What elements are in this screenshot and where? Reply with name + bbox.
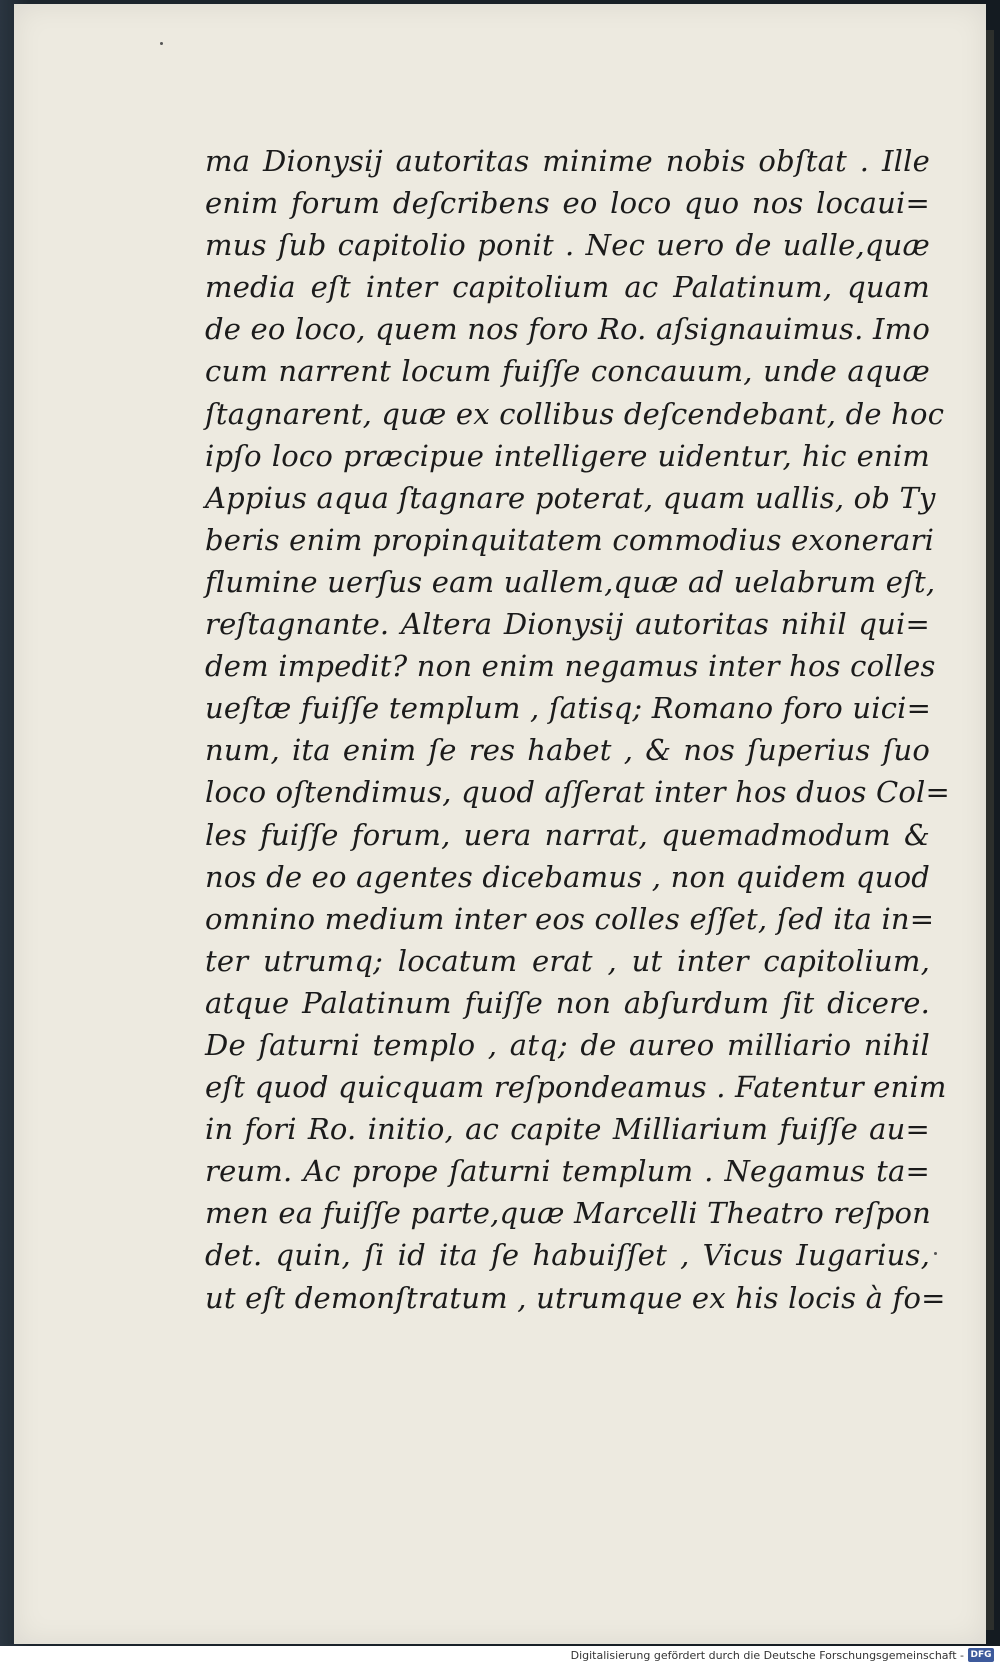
text-line: loco oſtendimus, quod aſſerat inter hos duos Col= [205, 775, 951, 810]
text-line: atque Palatinum fuiſſe non abſurdum ſit dicere. [205, 985, 930, 1020]
text-line: dem impedit? non enim negamus inter hos colles [205, 649, 936, 684]
text-line: ipſo loco præcipue intelligere uidentur, hic enim [205, 438, 930, 473]
page-speck [160, 42, 163, 45]
text-line: media eſt inter capitolium ac Palatinum, quam [205, 270, 930, 305]
text-line: in fori Ro. initio, ac capite Milliarium fuiſſe au= [205, 1112, 930, 1147]
text-line: de eo loco, quem nos foro Ro. aſsignauimus. Imo [205, 312, 930, 347]
text-line: ma Dionysij autoritas minime nobis obſtat . Ille [205, 144, 930, 178]
text-line: reſtagnante. Altera Dionysij autoritas nihil qui= [205, 607, 930, 642]
text-line: enim forum deſcribens eo loco quo nos locaui= [205, 186, 930, 221]
text-line: reum. Ac prope ſaturni templum . Negamus ta= [205, 1154, 930, 1189]
page-speck [934, 1252, 937, 1255]
text-line: flumine uerſus eam uallem,quæ ad uelabrum eſt, [205, 564, 936, 599]
text-line: De ſaturni templo , atq; de aureo milliario nihil [205, 1027, 930, 1062]
text-line: men ea fuiſſe parte,quæ Marcelli Theatro reſpon [205, 1196, 932, 1231]
text-line: eſt quod quicquam reſpondeamus . Fatentur enim [205, 1070, 947, 1105]
text-line: det. quin, ſi id ita ſe habuiſſet , Vicus Iugarius, [205, 1238, 930, 1273]
text-line: mus ſub capitolio ponit . Nec uero de ualle,quæ [205, 228, 930, 263]
body-text [205, 140, 951, 1319]
text-line: les fuiſſe forum, uera narrat, quemadmodum & [205, 817, 930, 852]
page-edge [986, 30, 994, 1630]
footer-credit: Digitalisierung gefördert durch die Deutsche Forschungsgemeinschaft - [570, 1649, 964, 1662]
text-line: num, ita enim ſe res habet , & nos ſuperius ſuo [205, 733, 930, 768]
text-line: omnino medium inter eos colles eſſet, ſed ita in= [205, 901, 935, 936]
text-line: beris enim propinquitatem commodius exonerari [205, 522, 935, 557]
text-line: ut eſt demonſtratum , utrumque ex his locis à fo= [205, 1280, 946, 1315]
text-line: Appius aqua ſtagnare poterat, quam uallis, ob Ty [205, 480, 936, 515]
text-line: ueſtæ fuiſſe templum , ſatisq; Romano foro uici= [205, 691, 932, 726]
text-line: nos de eo agentes dicebamus , non quidem quod [205, 859, 930, 894]
text-line: cum narrent locum fuiſſe concauum, unde aquæ [205, 354, 930, 389]
dfg-logo-icon: DFG [968, 1648, 994, 1662]
text-line: ſtagnarent, quæ ex collibus deſcendebant, de hoc [205, 396, 945, 431]
text-line: ter utrumq; locatum erat , ut inter capitolium, [205, 943, 930, 978]
